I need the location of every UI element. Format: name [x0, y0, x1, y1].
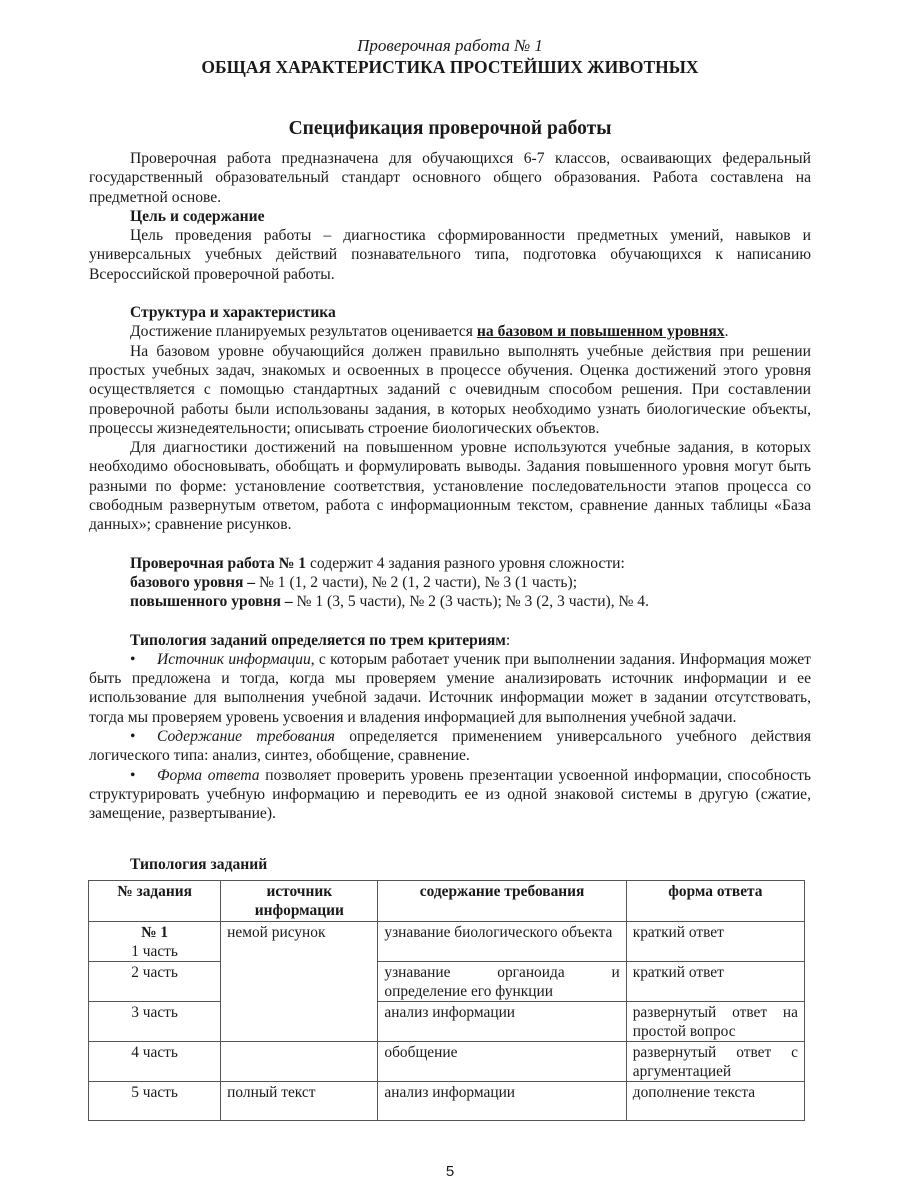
- typology-table: [88, 880, 805, 1121]
- advanced-level-paragraph: Для диагностики достижений на повышенном уровне используются учебные задания, в которых необходимо обосновывать, обобщать и формулировать выводы. Задания повышенного уровня могут быть разными по форме: установление соответствия, установление последовательности этапов процесса со свободным развернутым ответом, работа с информационным текстом, сравнение данных таблицы «База данных»; сравнение рисунков.: [89, 439, 811, 534]
- requirement-cell: анализ информации: [378, 1002, 626, 1042]
- spec-heading: Спецификация проверочной работы: [288, 118, 612, 139]
- bullet-icon: •: [130, 728, 136, 746]
- task-part: 5 часть: [89, 1082, 221, 1121]
- composition-line-3: [89, 592, 811, 611]
- source-cell: полный текст: [221, 1082, 378, 1121]
- task-cell: [89, 922, 221, 962]
- composition-rest-3: № 1 (3, 5 части), № 2 (3 часть); № 3 (2, 3 части), № 4.: [292, 593, 649, 611]
- levels-emphasis: на базовом и повышенном уровнях: [476, 323, 725, 341]
- table-row: [89, 962, 805, 1002]
- table-row: [89, 922, 805, 962]
- table-row: [89, 1042, 805, 1082]
- task-part: 4 часть: [89, 1042, 221, 1082]
- answer-cell: развернутый ответ с аргументацией: [626, 1042, 804, 1082]
- criterion-term: Форма ответа: [157, 766, 260, 784]
- composition-rest-2: № 1 (1, 2 части), № 2 (1, 2 части), № 3 (1 часть);: [255, 573, 578, 591]
- answer-cell: развернутый ответ на простой вопрос: [626, 1002, 804, 1042]
- levels-suffix: .: [724, 323, 729, 341]
- answer-cell: краткий ответ: [626, 962, 804, 1002]
- typology-heading-colon: :: [505, 631, 511, 649]
- body-text: [89, 149, 811, 824]
- typology-heading: [89, 631, 811, 650]
- criterion-answer-form: [89, 766, 811, 824]
- criterion-term: Источник информации: [157, 650, 311, 668]
- requirement-cell: узнавание органоида и определение его функции: [378, 962, 626, 1002]
- work-subtitle: Проверочная работа № 1: [357, 36, 543, 55]
- criterion-term: Содержание требования: [157, 728, 335, 746]
- bullet-icon: •: [130, 650, 136, 668]
- goal-paragraph: Цель проведения работы – диагностика сформированности предметных умений, навыков и универсальных учебных действий познавательного типа, подготовка обучающихся к написанию Всероссийской проверочной работы.: [89, 227, 811, 283]
- composition-bold-1: Проверочная работа № 1: [130, 554, 307, 572]
- structure-heading: Структура и характеристика: [130, 304, 336, 322]
- criterion-source: [89, 650, 811, 727]
- criterion-text: позволяет проверить уровень презентации усвоенной информации, способность структурировать учебную информацию и переводить ее из одной знаковой системы в другую (сжатие, замещение, развертывание).: [89, 766, 811, 823]
- composition-rest-1: содержит 4 задания разного уровня сложности:: [306, 554, 625, 572]
- criterion-text: определяется применением универсального учебного действия логического типа: анализ, синтез, обобщение, сравнение.: [89, 728, 812, 765]
- work-title: ОБЩАЯ ХАРАКТЕРИСТИКА ПРОСТЕЙШИХ ЖИВОТНЫХ: [201, 57, 699, 77]
- table-caption: Типология заданий: [130, 856, 268, 873]
- bullet-icon: •: [130, 766, 136, 784]
- table-row: [89, 1082, 805, 1121]
- basic-level-paragraph: На базовом уровне обучающийся должен правильно выполнять учебные действия при решении простых учебных задач, знакомых и освоенных в процессе обучения. Оценка достижений этого уровня осуществляется с помощью стандартных заданий с очевидным способом решения. При составлении проверочной работы были использованы задания, в которых необходимо узнать биологические объекты, процессы жизнедеятельности; описывать строение биологических объектов.: [89, 342, 811, 437]
- source-cell: немой рисунок: [221, 922, 378, 1042]
- header-source: источник информации: [221, 881, 378, 922]
- composition-line-1: [89, 554, 811, 573]
- criterion-text: , с которым работает ученик при выполнении задания. Информация может быть предложена и тогда, когда мы проверяем умение анализировать источник информации и ее использование для выполнения учебной задачи. Источник информации может в задании отсутствовать, тогда мы проверяем уровень усвоения и владения информацией для выполнения учебной задачи.: [89, 650, 811, 726]
- task-part: 1 часть: [131, 942, 178, 960]
- table-row: [89, 1002, 805, 1042]
- page-number: 5: [445, 1163, 455, 1180]
- intro-paragraph: Проверочная работа предназначена для обучающихся 6-7 классов, осваивающих федеральный государственный образовательный стандарт основного общего образования. Работа составлена на предметной основе.: [89, 150, 811, 206]
- source-cell: [221, 1042, 378, 1082]
- composition-line-2: [89, 573, 811, 592]
- task-part: 3 часть: [89, 1002, 221, 1042]
- requirement-cell: узнавание биологического объекта: [378, 922, 626, 962]
- task-number: № 1: [141, 924, 169, 941]
- header-task-number: № задания: [89, 881, 221, 922]
- composition-bold-2: базового уровня –: [130, 573, 256, 591]
- criterion-requirement: [89, 727, 811, 766]
- answer-cell: краткий ответ: [626, 922, 804, 962]
- table-header-row: [89, 881, 805, 922]
- goal-heading: Цель и содержание: [130, 207, 265, 225]
- requirement-cell: анализ информации: [378, 1082, 626, 1121]
- requirement-cell: обобщение: [378, 1042, 626, 1082]
- levels-paragraph: [89, 322, 811, 341]
- header-answer-form: форма ответа: [626, 881, 804, 922]
- header-requirement: содержание требования: [378, 881, 626, 922]
- answer-cell: дополнение текста: [626, 1082, 804, 1121]
- levels-prefix: Достижение планируемых результатов оценивается: [130, 323, 477, 341]
- composition-bold-3: повышенного уровня –: [130, 593, 293, 611]
- typology-heading-text: Типология заданий определяется по трем критериям: [130, 631, 506, 649]
- task-part: 2 часть: [89, 962, 221, 1002]
